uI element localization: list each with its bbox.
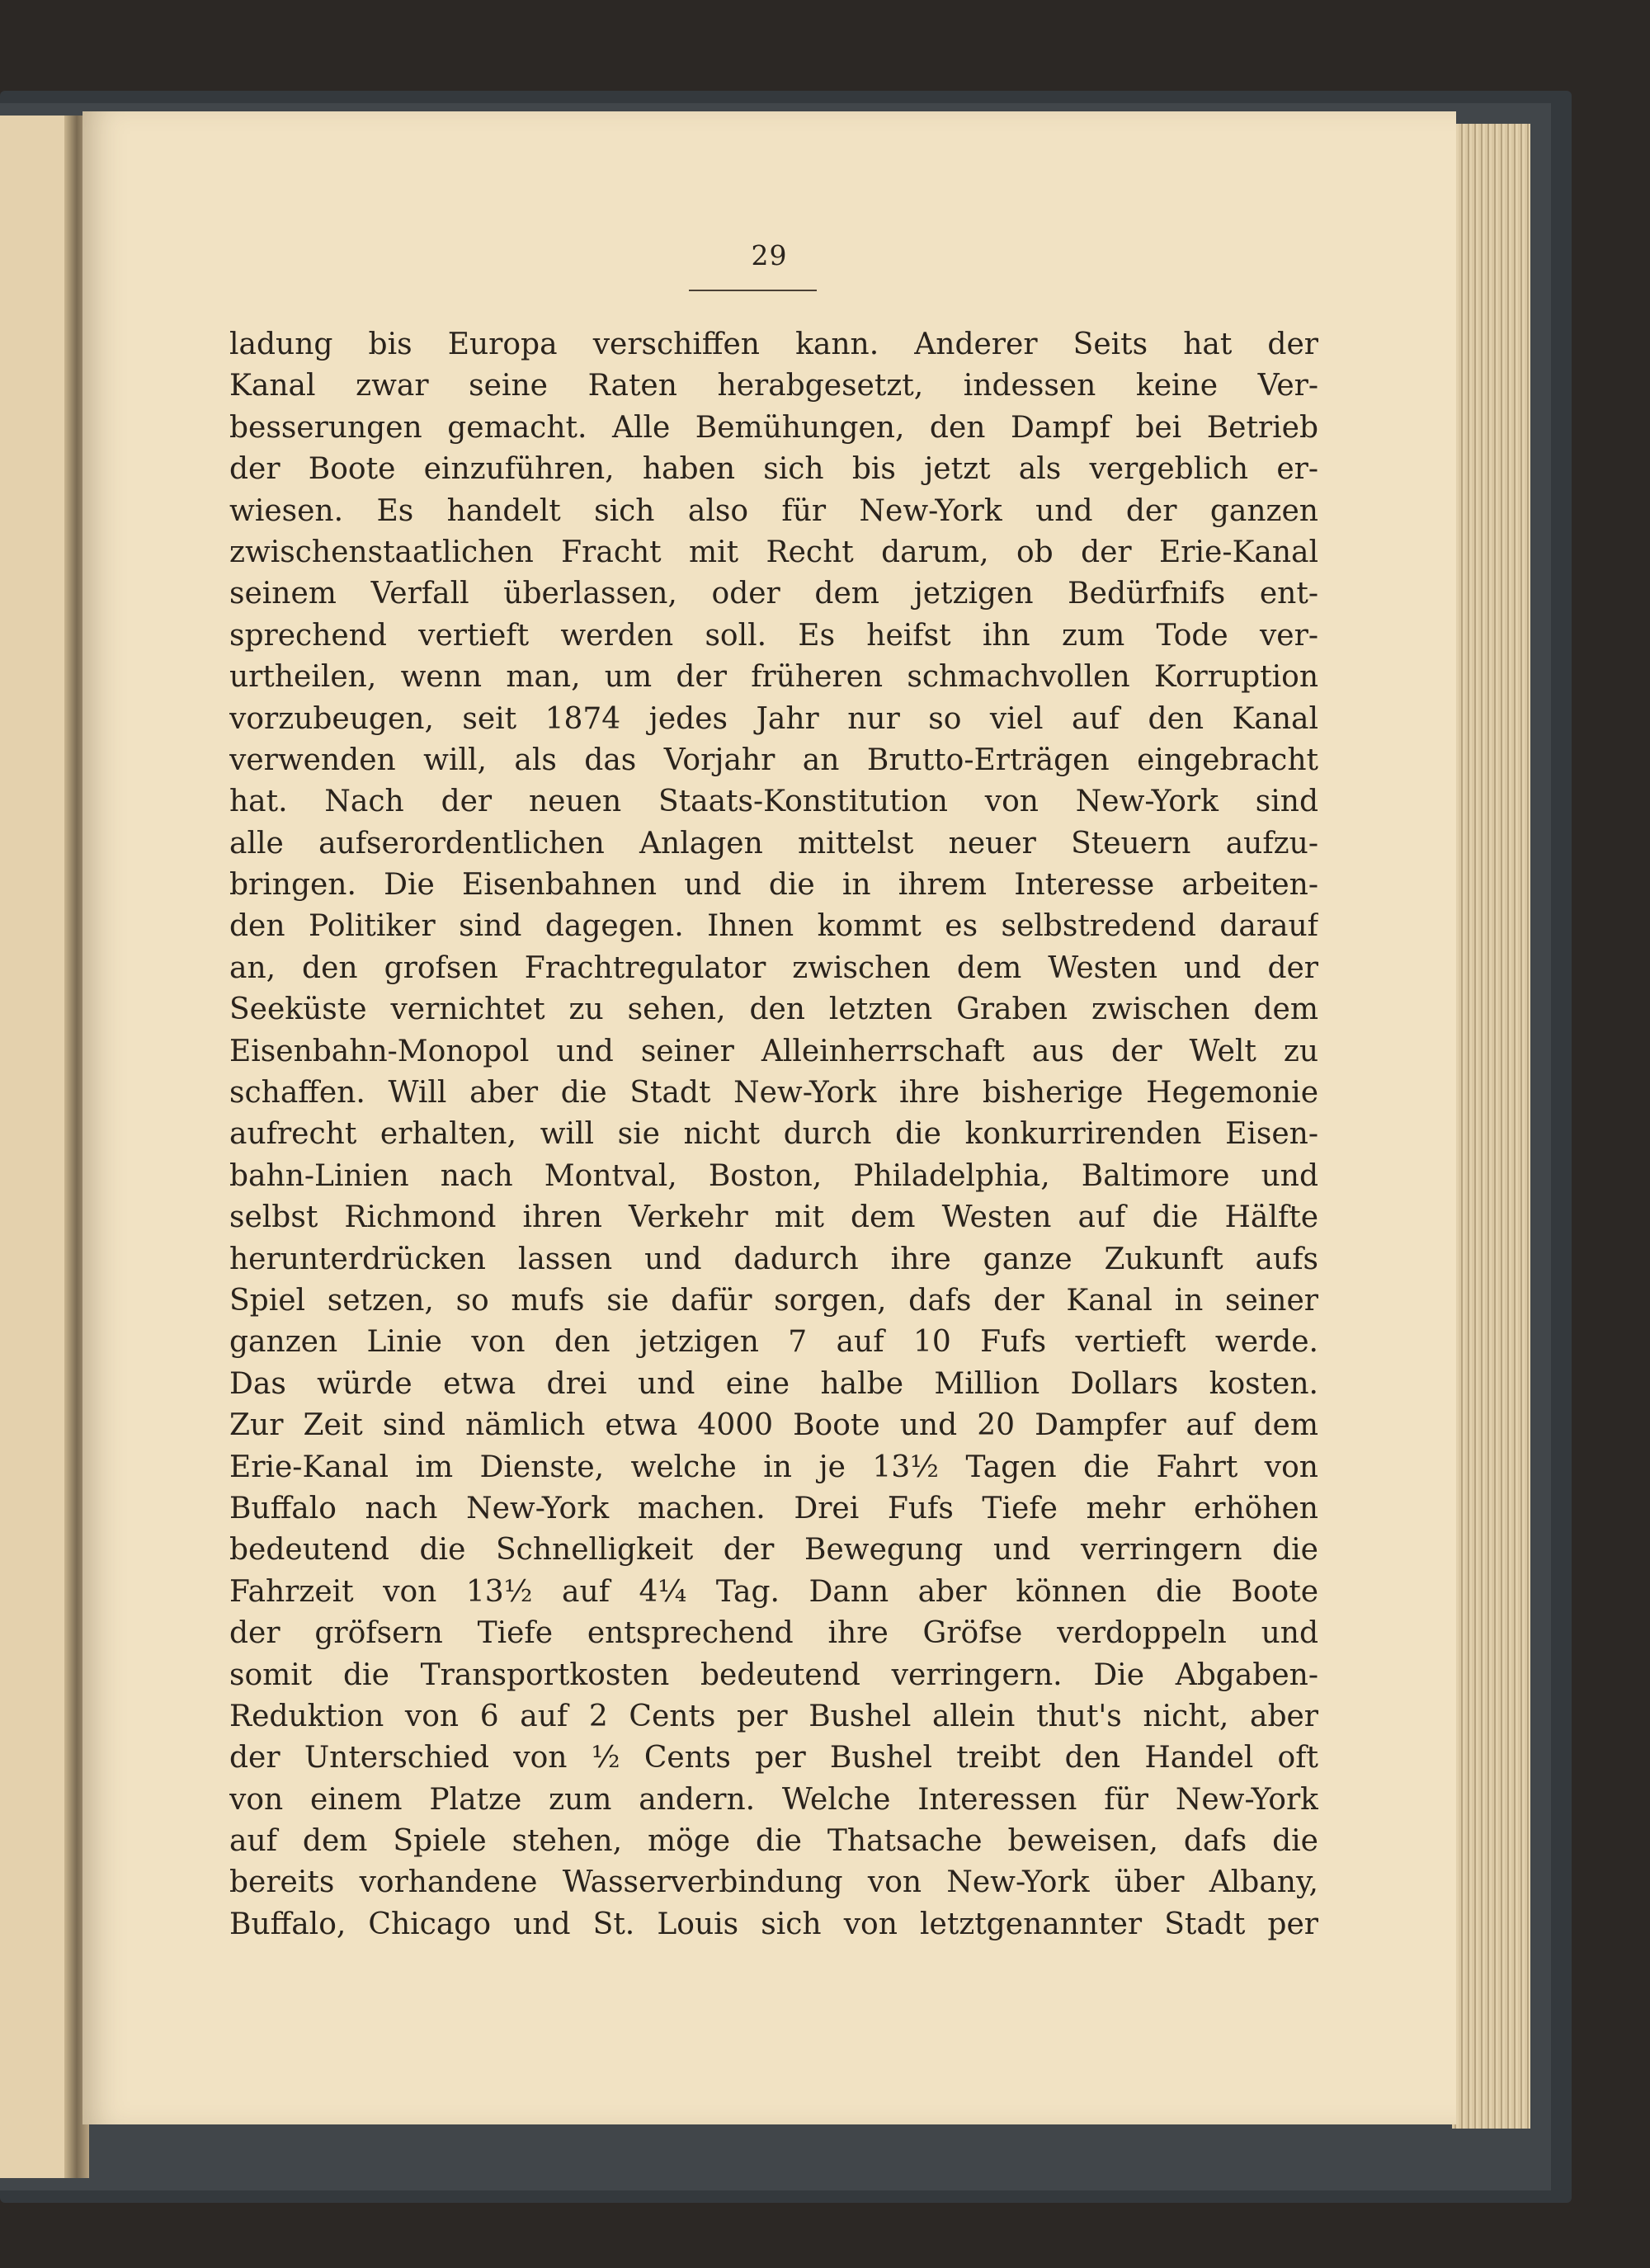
text-line: Buffalo, Chicago und St. Louis sich von letztgenannter Stadt per	[229, 1907, 1318, 1941]
text-line: Reduktion von 6 auf 2 Cents per Bushel allein thut's nicht, aber	[229, 1699, 1318, 1733]
text-line: auf dem Spiele stehen, möge die Thatsache beweisen, dafs die	[229, 1824, 1318, 1859]
left-page-edge	[0, 116, 73, 2178]
text-line: Erie-Kanal im Dienste, welche in je 13½ Tagen die Fahrt von	[229, 1450, 1318, 1484]
text-line: somit die Transportkosten bedeutend verringern. Die Abgaben-	[229, 1657, 1318, 1692]
text-line: schaffen. Will aber die Stadt New-York ihre bisherige Hegemonie	[229, 1076, 1318, 1110]
text-line: vorzubeugen, seit 1874 jedes Jahr nur so viel auf den Kanal	[229, 701, 1318, 736]
text-line: wiesen. Es handelt sich also für New-York und der ganzen	[229, 493, 1318, 528]
text-line: an, den grofsen Frachtregulator zwischen dem Westen und der	[229, 950, 1318, 985]
text-line: bahn-Linien nach Montval, Boston, Philadelphia, Baltimore und	[229, 1158, 1318, 1193]
text-line: sprechend vertieft werden soll. Es heifst ihn zum Tode ver-	[229, 618, 1318, 653]
text-line: bereits vorhandene Wasserverbindung von New-York über Albany,	[229, 1865, 1318, 1900]
page-stack-edge	[1452, 124, 1530, 2129]
text-line: Kanal zwar seine Raten herabgesetzt, indessen keine Ver-	[229, 369, 1318, 403]
text-line: zwischenstaatlichen Fracht mit Recht darum, ob der Erie-Kanal	[229, 535, 1318, 569]
text-line: urtheilen, wenn man, um der früheren schmachvollen Korruption	[229, 660, 1318, 695]
page-number: 29	[751, 239, 788, 271]
text-line: verwenden will, als das Vorjahr an Brutto-Erträgen eingebracht	[229, 743, 1318, 777]
text-line: bringen. Die Eisenbahnen und die in ihrem Interesse arbeiten-	[229, 868, 1318, 903]
text-line: der Unterschied von ½ Cents per Bushel treibt den Handel oft	[229, 1741, 1318, 1775]
body-text	[229, 324, 1318, 1945]
text-line: ladung bis Europa verschiffen kann. Anderer Seits hat der	[229, 328, 1318, 361]
text-line: von einem Platze zum andern. Welche Interessen für New-York	[229, 1782, 1318, 1817]
text-line: der Boote einzuführen, haben sich bis jetzt als vergeblich er-	[229, 452, 1318, 487]
text-line: seinem Verfall überlassen, oder dem jetzigen Bedürfnifs ent-	[229, 577, 1318, 611]
text-line: herunterdrücken lassen und dadurch ihre ganze Zukunft aufs	[229, 1242, 1318, 1276]
text-line: hat. Nach der neuen Staats-Konstitution von New-York sind	[229, 785, 1318, 819]
book-page	[82, 111, 1456, 2124]
page-number-rule	[689, 290, 817, 291]
text-line: Zur Zeit sind nämlich etwa 4000 Boote und 20 Dampfer auf dem	[229, 1408, 1318, 1443]
text-line: Seeküste vernichtet zu sehen, den letzten Graben zwischen dem	[229, 993, 1318, 1027]
text-line: ganzen Linie von den jetzigen 7 auf 10 Fufs vertieft werde.	[229, 1325, 1318, 1360]
text-line: bedeutend die Schnelligkeit der Bewegung und verringern die	[229, 1533, 1318, 1568]
text-line: alle aufserordentlichen Anlagen mittelst neuer Steuern aufzu-	[229, 826, 1318, 861]
text-line: Fahrzeit von 13½ auf 4¼ Tag. Dann aber können die Boote	[229, 1574, 1318, 1609]
text-line: Spiel setzen, so mufs sie dafür sorgen, dafs der Kanal in seiner	[229, 1283, 1318, 1318]
text-line: selbst Richmond ihren Verkehr mit dem Westen auf die Hälfte	[229, 1200, 1318, 1235]
text-line: der gröfsern Tiefe entsprechend ihre Gröfse verdoppeln und	[229, 1616, 1318, 1651]
text-line: besserungen gemacht. Alle Bemühungen, den Dampf bei Betrieb	[229, 410, 1318, 445]
text-line: den Politiker sind dagegen. Ihnen kommt es selbstredend darauf	[229, 909, 1318, 944]
text-line: Buffalo nach New-York machen. Drei Fufs Tiefe mehr erhöhen	[229, 1491, 1318, 1525]
text-line: aufrecht erhalten, will sie nicht durch die konkurrirenden Eisen-	[229, 1117, 1318, 1152]
text-line: Eisenbahn-Monopol und seiner Alleinherrschaft aus der Welt zu	[229, 1034, 1318, 1068]
text-line: Das würde etwa drei und eine halbe Million Dollars kosten.	[229, 1366, 1318, 1401]
